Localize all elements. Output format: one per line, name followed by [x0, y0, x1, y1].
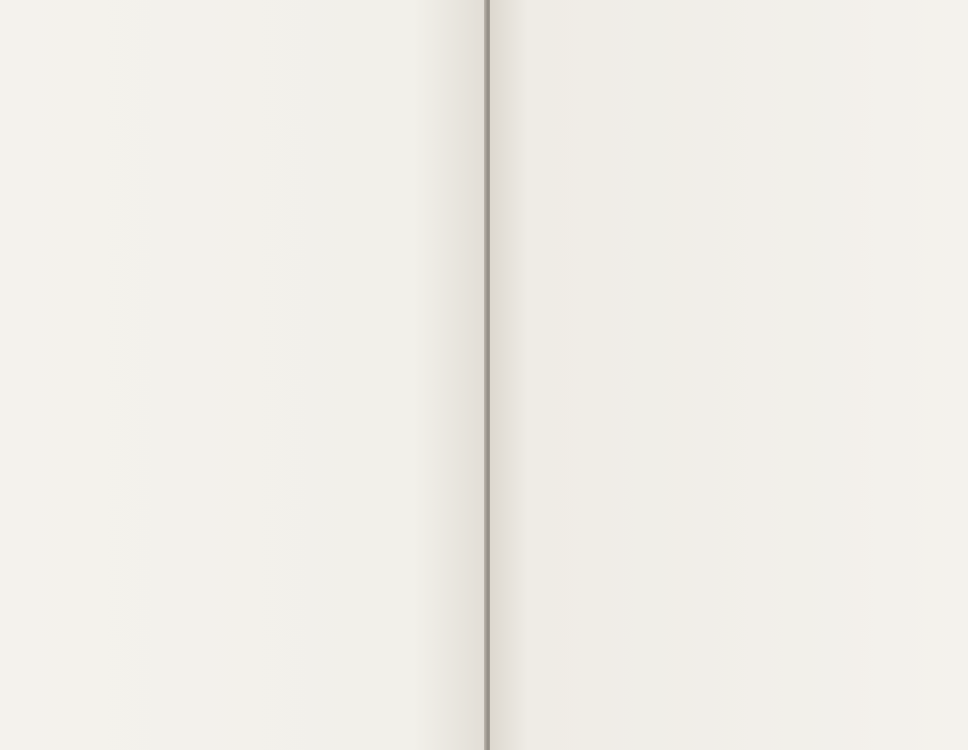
right-page [490, 0, 968, 750]
